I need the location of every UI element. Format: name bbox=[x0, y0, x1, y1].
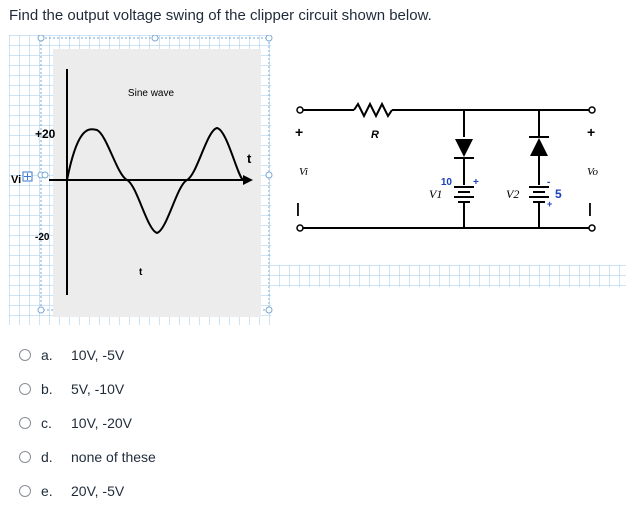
radio-button[interactable] bbox=[19, 417, 31, 429]
option-text: 10V, -20V bbox=[71, 415, 132, 431]
waveform-title: Sine wave bbox=[127, 88, 175, 99]
question-text: Find the output voltage swing of the clipper circuit shown below. bbox=[9, 7, 432, 24]
radio-button[interactable] bbox=[19, 383, 31, 395]
circuit-vi-label: Vi bbox=[299, 166, 308, 178]
option-e[interactable] bbox=[19, 479, 124, 503]
v2-label: V2 bbox=[506, 187, 520, 201]
question-figure bbox=[9, 35, 634, 325]
option-c[interactable] bbox=[19, 411, 132, 435]
radio-button[interactable] bbox=[19, 349, 31, 361]
resistor-label: R bbox=[371, 129, 379, 141]
option-text: none of these bbox=[71, 449, 156, 465]
svg-text:-: - bbox=[547, 177, 551, 188]
option-letter: b. bbox=[41, 381, 53, 397]
radio-button[interactable] bbox=[19, 451, 31, 463]
diode-1 bbox=[455, 139, 473, 157]
v1-value: 10 bbox=[440, 177, 452, 188]
axis-t-label: t bbox=[247, 151, 252, 166]
option-text: 5V, -10V bbox=[71, 381, 125, 397]
svg-text:+: + bbox=[587, 124, 596, 140]
v1-label: V1 bbox=[429, 187, 443, 201]
resistor bbox=[354, 104, 392, 116]
option-letter: c. bbox=[41, 415, 52, 431]
vi-label: Vi bbox=[11, 174, 22, 186]
svg-text:|: | bbox=[296, 200, 300, 216]
option-a[interactable] bbox=[19, 343, 124, 367]
peak-label: +20 bbox=[35, 127, 56, 141]
svg-text:+: + bbox=[295, 124, 304, 140]
option-text: 10V, -5V bbox=[71, 347, 125, 363]
svg-text:+: + bbox=[547, 199, 553, 209]
clipper-circuit-image bbox=[9, 35, 634, 325]
option-letter: d. bbox=[41, 449, 53, 465]
option-d[interactable] bbox=[19, 445, 156, 469]
radio-button[interactable] bbox=[19, 485, 31, 497]
circuit-vo-label: Vo bbox=[587, 166, 598, 178]
option-letter: e. bbox=[41, 483, 53, 499]
option-letter: a. bbox=[41, 347, 53, 363]
diode-2 bbox=[530, 138, 548, 156]
svg-text:+: + bbox=[473, 177, 479, 188]
option-text: 20V, -5V bbox=[71, 483, 125, 499]
svg-text:|: | bbox=[588, 200, 592, 216]
grid-strip bbox=[271, 265, 626, 287]
option-b[interactable] bbox=[19, 377, 124, 401]
time-label: t bbox=[139, 267, 143, 278]
v2-value: 5 bbox=[555, 187, 562, 201]
trough-label: -20 bbox=[35, 232, 50, 243]
clipper-circuit bbox=[295, 104, 599, 231]
